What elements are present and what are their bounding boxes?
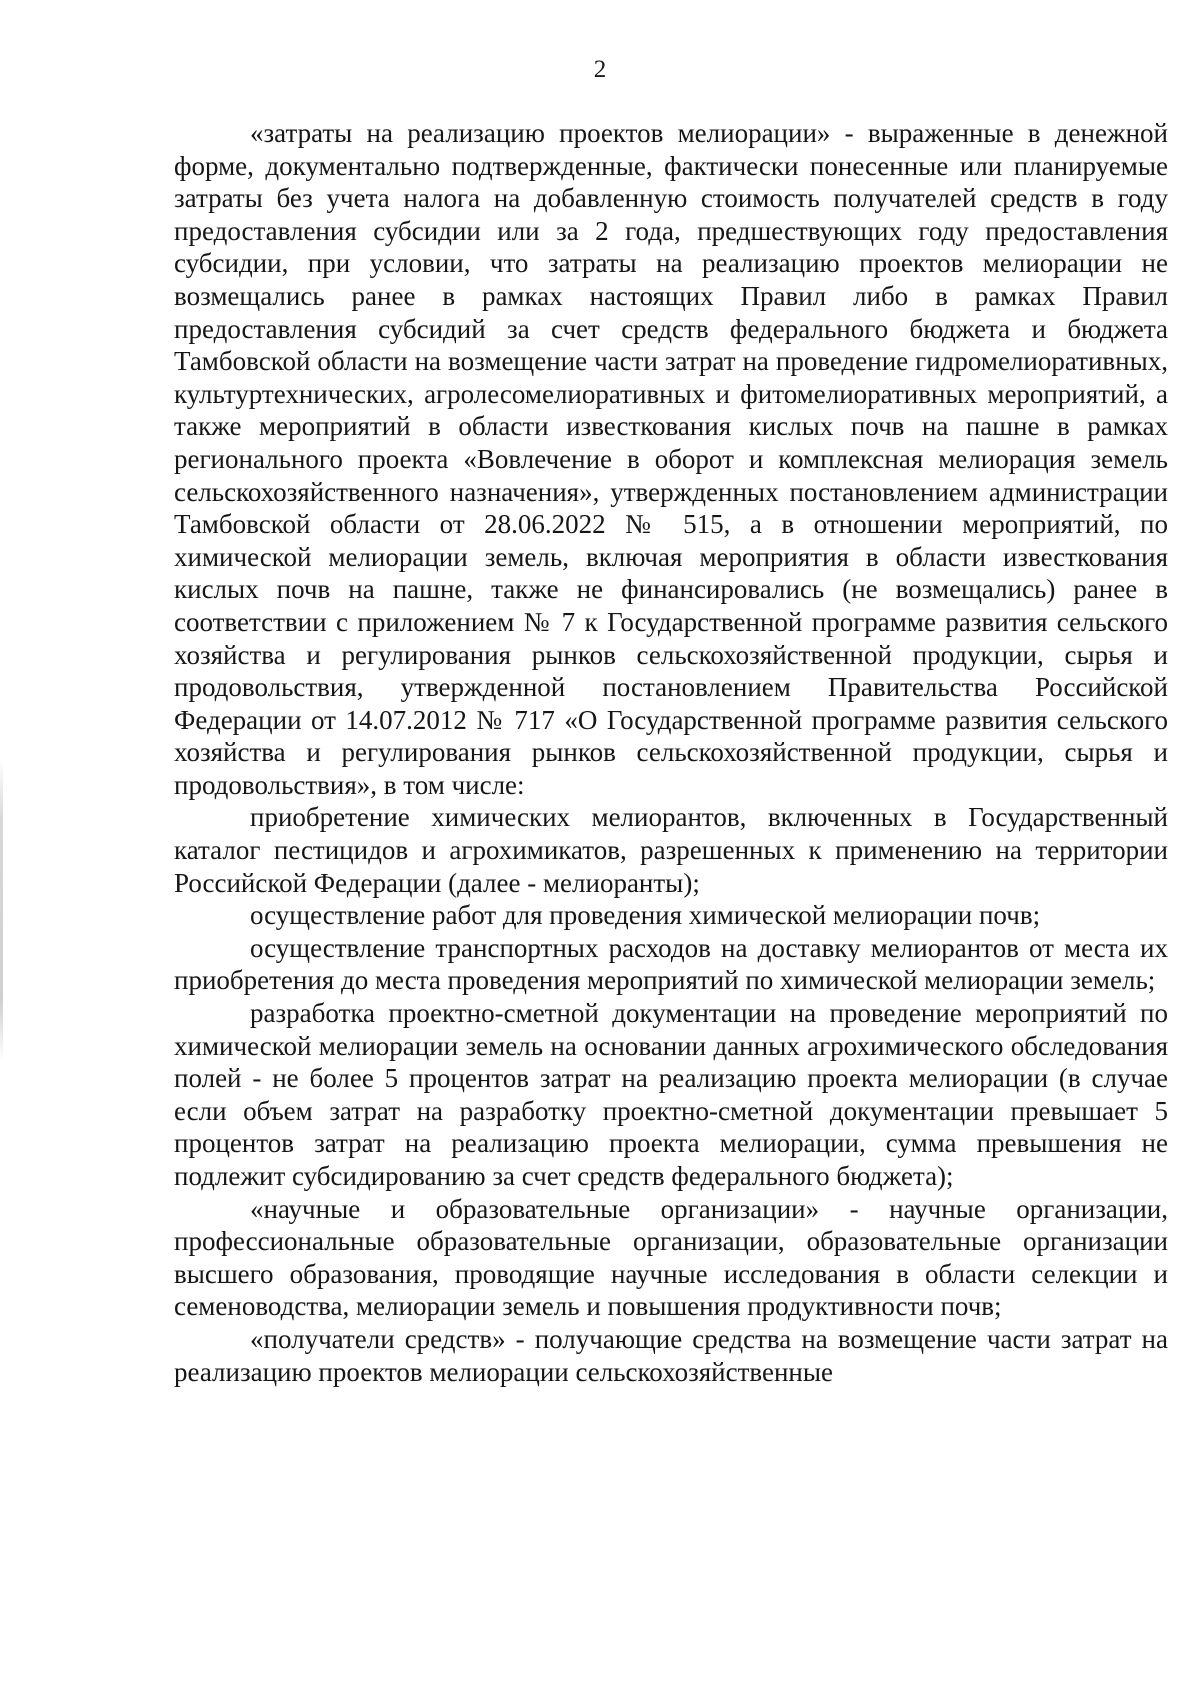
- paragraph-design-documentation: разработка проектно-сметной документации на проведение мероприятий по химической мелиорации земель на основании данных агрохимического обследования полей - не более 5 процентов затрат на реализацию проекта мелиорации (в случае если объем затрат на разработку проектно-сметной документации превышает 5 процентов затрат на реализацию проекта мелиорации, сумма превышения не подлежит субсидированию за счет средств федерального бюджета);: [174, 998, 1168, 1191]
- paragraph-recipients-definition: «получатели средств» - получающие средства на возмещение части затрат на реализацию проектов мелиорации сельскохозяйственные: [174, 1323, 1168, 1387]
- paragraph-costs-definition: «затраты на реализацию проектов мелиорации» - выраженные в денежной форме, документально подтвержденные, фактически понесенные или планируемые затраты без учета налога на добавленную стоимость получателей средств в году предоставления субсидии или за 2 года, предшествующих году предоставления субсидии, при условии, что затраты на реализацию проектов мелиорации не возмещались ранее в рамках настоящих Правил либо в рамках Правил предоставления субсидий за счет средств федерального бюджета и бюджета Тамбовской области на возмещение части затрат на проведение гидромелиоративных, культуртехнических, агролесомелиоративных и фитомелиоративных мероприятий, а также мероприятий в области известкования кислых почв на пашне в рамках регионального проекта «Вовлечение в оборот и комплексная мелиорация земель сельскохозяйственного назначения», утвержденных постановлением администрации Тамбовской области от 28.06.2022 № 515, а в отношении мероприятий, по химической мелиорации земель, включая мероприятия в области известкования кислых почв на пашне, также не финансировались (не возмещались) ранее в соответствии с приложением № 7 к Государственной программе развития сельского хозяйства и регулирования рынков сельскохозяйственной продукции, сырья и продовольствия, утвержденной постановлением Правительства Российской Федерации от 14.07.2012 № 717 «О Государственной программе развития сельского хозяйства и регулирования рынков сельскохозяйственной продукции, сырья и продовольствия», в том числе:: [174, 118, 1168, 800]
- scan-edge-mark: [0, 760, 3, 1060]
- document-body: [174, 117, 1168, 1388]
- paragraph-organizations-definition: «научные и образовательные организации» - научные организации, профессиональные образовательные организации, образовательные организации высшего образования, проводящие научные исследования в области селекции и семеноводства, мелиорации земель и повышения продуктивности почв;: [174, 1193, 1168, 1322]
- paragraph-meliorants-purchase: приобретение химических мелиорантов, включенных в Государственный каталог пестицидов и агрохимикатов, разрешенных к применению на территории Российской Федерации (далее - мелиоранты);: [174, 802, 1168, 898]
- paragraph-chemical-works: осуществление работ для проведения химической мелиорации почв;: [250, 900, 1041, 931]
- page-number: 2: [593, 56, 607, 83]
- paragraph-transport-costs: осуществление транспортных расходов на доставку мелиорантов от места их приобретения до места проведения мероприятий по химической мелиорации земель;: [174, 932, 1168, 996]
